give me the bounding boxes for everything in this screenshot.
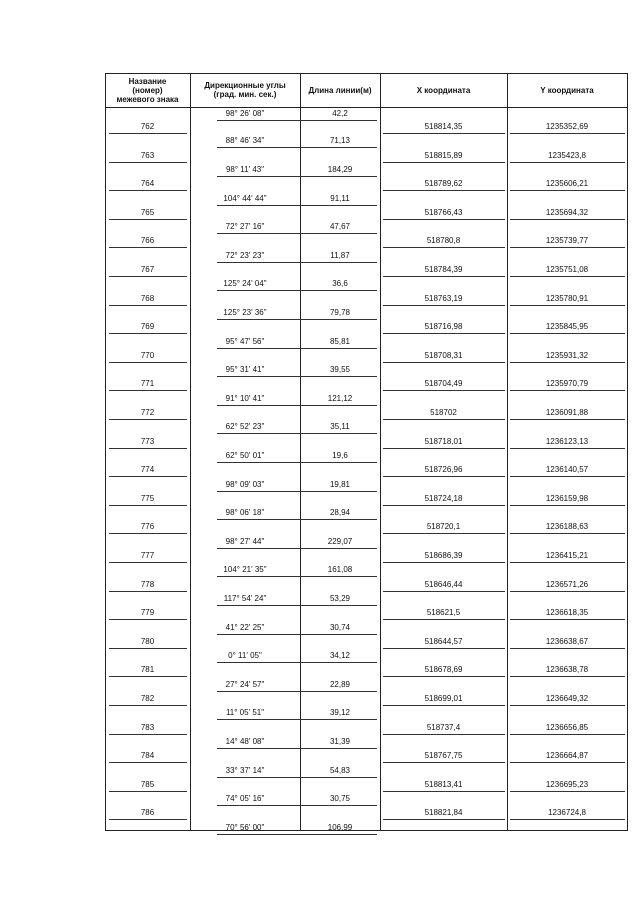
x-coordinate-underline <box>383 762 505 763</box>
segment-underline <box>217 634 377 635</box>
x-coordinate-underline <box>383 448 505 449</box>
x-coordinate: 518621,5 <box>426 608 461 617</box>
point-name-underline <box>109 676 187 677</box>
point-name: 775 <box>140 494 155 503</box>
y-coordinate-underline <box>510 276 625 277</box>
y-coordinate-underline <box>510 791 625 792</box>
point-name-underline <box>109 276 187 277</box>
point-name-underline <box>109 162 187 163</box>
y-coordinate: 1236123,13 <box>545 437 589 446</box>
y-coordinate: 1236091,88 <box>545 408 589 417</box>
point-name: 770 <box>140 351 155 360</box>
y-coordinate: 1236571,26 <box>545 580 589 589</box>
point-name-underline <box>109 591 187 592</box>
segment-underline <box>217 290 377 291</box>
x-coordinate: 518814,35 <box>424 122 463 131</box>
y-coordinate-underline <box>510 505 625 506</box>
y-coordinate-underline <box>510 219 625 220</box>
segment-length: 106,99 <box>327 823 353 832</box>
header-direction-angle-line: (град. мин. сек.) <box>213 90 277 99</box>
segment-length: 184,29 <box>327 165 353 174</box>
segment-length: 91,11 <box>330 194 350 203</box>
header-line-length <box>300 73 380 107</box>
segment-angle: 98° 11' 43" <box>225 165 265 174</box>
y-coordinate-underline <box>510 562 625 563</box>
x-coordinate: 518720,1 <box>426 522 461 531</box>
x-coordinate-underline <box>383 533 505 534</box>
segment-angle: 98° 27' 44" <box>225 537 265 546</box>
segment-length: 121,12 <box>327 394 353 403</box>
y-coordinate: 1235780,91 <box>545 294 589 303</box>
header-x-coordinate-text: X координата <box>416 85 471 95</box>
segment-angle: 98° 06' 18" <box>225 508 265 517</box>
y-coordinate: 1235694,32 <box>545 208 589 217</box>
x-coordinate: 518767,75 <box>424 751 463 760</box>
y-coordinate: 1236618,35 <box>545 608 589 617</box>
segment-length: 36,6 <box>332 279 348 288</box>
segment-length: 71,13 <box>329 136 351 145</box>
segment-underline <box>217 662 377 663</box>
segment-underline <box>217 719 377 720</box>
point-name: 782 <box>140 694 155 703</box>
point-name: 767 <box>140 265 155 274</box>
x-coordinate-underline <box>383 476 505 477</box>
y-coordinate-underline <box>510 362 625 363</box>
segment-underline <box>217 805 377 806</box>
point-name: 771 <box>140 379 155 388</box>
x-coordinate: 518678,69 <box>424 665 463 674</box>
x-coordinate-underline <box>383 190 505 191</box>
segment-angle: 62° 50' 01" <box>225 451 265 460</box>
y-coordinate-underline <box>510 305 625 306</box>
y-coordinate-underline <box>510 448 625 449</box>
y-coordinate: 1236638,67 <box>545 637 589 646</box>
segment-length: 42,2 <box>332 109 348 118</box>
x-coordinate-underline <box>383 133 505 134</box>
y-coordinate: 1236188,63 <box>545 522 589 531</box>
y-coordinate: 1236638,78 <box>545 665 589 674</box>
x-coordinate: 518726,96 <box>424 465 463 474</box>
segment-underline <box>217 262 377 263</box>
segment-length: 79,78 <box>329 308 351 317</box>
segment-underline <box>217 120 377 121</box>
y-coordinate-underline <box>510 619 625 620</box>
y-coordinate-underline <box>510 390 625 391</box>
segment-length: 19,6 <box>332 451 348 460</box>
segment-angle: 41° 22' 25" <box>225 623 265 632</box>
point-name: 784 <box>140 751 155 760</box>
point-name-underline <box>109 305 187 306</box>
segment-angle: 74° 05' 16" <box>225 794 265 803</box>
x-coordinate: 518702 <box>430 408 457 417</box>
segment-underline <box>217 205 377 206</box>
x-coordinate-underline <box>383 591 505 592</box>
segment-length: 229,07 <box>327 537 353 546</box>
point-name: 783 <box>140 723 155 732</box>
point-name-underline <box>109 533 187 534</box>
segment-length: 34,12 <box>329 651 351 660</box>
point-name: 780 <box>140 637 155 646</box>
x-coordinate: 518704,49 <box>424 379 463 388</box>
x-coordinate-underline <box>383 619 505 620</box>
point-name-underline <box>109 219 187 220</box>
x-coordinate-underline <box>383 562 505 563</box>
point-name: 764 <box>140 179 155 188</box>
point-name: 785 <box>140 780 155 789</box>
segment-length: 31,39 <box>329 737 351 746</box>
x-coordinate: 518724,18 <box>424 494 463 503</box>
segment-underline <box>217 376 377 377</box>
point-name-underline <box>109 247 187 248</box>
point-name: 768 <box>140 294 155 303</box>
header-point-name <box>105 73 190 107</box>
segment-length: 54,83 <box>329 766 351 775</box>
x-coordinate: 518686,39 <box>424 551 463 560</box>
point-name-underline <box>109 390 187 391</box>
x-coordinate-underline <box>383 648 505 649</box>
x-coordinate-underline <box>383 362 505 363</box>
point-name: 769 <box>140 322 155 331</box>
point-name: 772 <box>140 408 155 417</box>
segment-length: 47,67 <box>329 222 351 231</box>
x-coordinate-underline <box>383 305 505 306</box>
x-coordinate-underline <box>383 390 505 391</box>
x-coordinate-underline <box>383 505 505 506</box>
segment-length: 39,12 <box>329 708 351 717</box>
point-name-underline <box>109 419 187 420</box>
point-name-underline <box>109 133 187 134</box>
segment-underline <box>217 405 377 406</box>
segment-angle: 104° 21' 35" <box>223 565 267 574</box>
segment-length: 11,87 <box>330 251 350 260</box>
point-name: 763 <box>140 151 155 160</box>
segment-underline <box>217 348 377 349</box>
x-coordinate: 518737,4 <box>426 723 461 732</box>
x-coordinate-underline <box>383 162 505 163</box>
segment-underline <box>217 576 377 577</box>
y-coordinate-underline <box>510 190 625 191</box>
point-name-underline <box>109 762 187 763</box>
y-coordinate: 1236724,8 <box>548 808 586 817</box>
segment-angle: 27° 24' 57" <box>225 680 265 689</box>
segment-angle: 104° 44' 44" <box>223 194 267 203</box>
x-coordinate: 518815,89 <box>424 151 463 160</box>
point-name-underline <box>109 791 187 792</box>
point-name-underline <box>109 476 187 477</box>
x-coordinate-underline <box>383 419 505 420</box>
x-coordinate: 518699,01 <box>424 694 463 703</box>
y-coordinate: 1235751,08 <box>545 265 589 274</box>
y-coordinate: 1235931,32 <box>545 351 589 360</box>
header-direction-angle <box>190 73 300 107</box>
y-coordinate-underline <box>510 705 625 706</box>
segment-underline <box>217 491 377 492</box>
segment-underline <box>217 777 377 778</box>
segment-angle: 125° 24' 04" <box>223 279 267 288</box>
segment-underline <box>217 748 377 749</box>
y-coordinate: 1236664,87 <box>545 751 589 760</box>
segment-underline <box>217 433 377 434</box>
segment-angle: 98° 26' 08" <box>225 109 265 118</box>
y-coordinate: 1236415,21 <box>545 551 589 560</box>
x-coordinate: 518821,84 <box>424 808 463 817</box>
point-name: 779 <box>140 608 155 617</box>
x-coordinate: 518718,01 <box>424 437 463 446</box>
x-coordinate-underline <box>383 734 505 735</box>
segment-angle: 0° 11' 05" <box>228 651 262 660</box>
segment-length: 39,55 <box>329 365 351 374</box>
segment-underline <box>217 233 377 234</box>
x-coordinate: 518784,39 <box>424 265 463 274</box>
y-coordinate-underline <box>510 734 625 735</box>
y-coordinate-underline <box>510 819 625 820</box>
point-name-underline <box>109 734 187 735</box>
x-coordinate: 518813,41 <box>424 780 463 789</box>
point-name: 765 <box>140 208 155 217</box>
y-coordinate: 1235739,77 <box>545 236 589 245</box>
y-coordinate-underline <box>510 762 625 763</box>
header-line-length-text: Длина линии(м) <box>308 85 372 95</box>
segment-angle: 95° 31' 41" <box>225 365 265 374</box>
point-name: 776 <box>140 522 155 531</box>
x-coordinate: 518716,98 <box>424 322 463 331</box>
segment-angle: 11° 05' 51" <box>225 708 265 717</box>
x-coordinate: 518646,44 <box>424 580 463 589</box>
y-coordinate: 1235423,8 <box>548 151 586 160</box>
point-name-underline <box>109 619 187 620</box>
point-name-underline <box>109 448 187 449</box>
segment-underline <box>217 691 377 692</box>
y-coordinate: 1235970,79 <box>545 379 589 388</box>
y-coordinate-underline <box>510 648 625 649</box>
segment-underline <box>217 319 377 320</box>
y-coordinate: 1236695,23 <box>545 780 589 789</box>
segment-angle: 14° 48' 08" <box>225 737 265 746</box>
point-name-underline <box>109 819 187 820</box>
x-coordinate-underline <box>383 333 505 334</box>
segment-length: 30,75 <box>329 794 351 803</box>
point-name: 773 <box>140 437 155 446</box>
point-name: 762 <box>140 122 155 131</box>
header-x-coordinate <box>380 73 507 107</box>
y-coordinate-underline <box>510 333 625 334</box>
x-coordinate: 518789,62 <box>424 179 463 188</box>
header-point-name-line: Название <box>128 76 167 86</box>
segment-angle: 91° 10' 41" <box>225 394 265 403</box>
x-coordinate: 518780,8 <box>426 236 461 245</box>
x-coordinate-underline <box>383 791 505 792</box>
y-coordinate-underline <box>510 247 625 248</box>
y-coordinate: 1235606,21 <box>545 179 589 188</box>
segment-length: 35,11 <box>330 422 350 431</box>
point-name-underline <box>109 333 187 334</box>
y-coordinate-underline <box>510 133 625 134</box>
point-name-underline <box>109 362 187 363</box>
x-coordinate-underline <box>383 819 505 820</box>
segment-underline <box>217 176 377 177</box>
segment-angle: 95° 47' 56" <box>225 337 265 346</box>
y-coordinate: 1236140,57 <box>545 465 589 474</box>
segment-underline <box>217 147 377 148</box>
segment-length: 28,94 <box>329 508 351 517</box>
segment-angle: 72° 23' 23" <box>225 251 265 260</box>
y-coordinate-underline <box>510 162 625 163</box>
segment-underline <box>217 519 377 520</box>
y-coordinate: 1236649,32 <box>545 694 589 703</box>
y-coordinate-underline <box>510 419 625 420</box>
header-point-name-line: (номер) <box>132 85 163 95</box>
x-coordinate: 518644,57 <box>424 637 463 646</box>
coordinates-table <box>105 73 628 831</box>
segment-length: 22,89 <box>329 680 351 689</box>
point-name-underline <box>109 562 187 563</box>
segment-angle: 98° 09' 03" <box>225 480 265 489</box>
point-name-underline <box>109 505 187 506</box>
segment-underline <box>217 462 377 463</box>
point-name: 777 <box>140 551 155 560</box>
point-name: 781 <box>140 665 155 674</box>
header-direction-angle-line: Дирекционные углы <box>204 81 286 90</box>
segment-angle: 117° 54' 24" <box>223 594 267 603</box>
point-name: 786 <box>140 808 155 817</box>
y-coordinate: 1236159,98 <box>545 494 589 503</box>
table-border-right <box>627 73 628 831</box>
header-point-name-line: межевого знака <box>116 94 179 104</box>
y-coordinate: 1235352,69 <box>545 122 589 131</box>
segment-underline <box>217 834 377 835</box>
y-coordinate-underline <box>510 591 625 592</box>
x-coordinate-underline <box>383 705 505 706</box>
point-name-underline <box>109 648 187 649</box>
segment-length: 161,08 <box>327 565 353 574</box>
x-coordinate-underline <box>383 676 505 677</box>
point-name-underline <box>109 705 187 706</box>
x-coordinate-underline <box>383 247 505 248</box>
segment-length: 85,81 <box>329 337 351 346</box>
segment-angle: 88° 46' 34" <box>225 136 265 145</box>
y-coordinate: 1236656,85 <box>545 723 589 732</box>
segment-angle: 72° 27' 16" <box>225 222 265 231</box>
y-coordinate-underline <box>510 676 625 677</box>
x-coordinate-underline <box>383 219 505 220</box>
y-coordinate-underline <box>510 476 625 477</box>
x-coordinate-underline <box>383 276 505 277</box>
point-name: 766 <box>140 236 155 245</box>
segment-underline <box>217 605 377 606</box>
segment-angle: 125° 23' 36" <box>223 308 267 317</box>
segment-angle: 70° 56' 00" <box>225 823 265 832</box>
x-coordinate: 518766,43 <box>424 208 463 217</box>
segment-underline <box>217 548 377 549</box>
y-coordinate: 1235845,95 <box>545 322 589 331</box>
segment-length: 30,74 <box>329 623 351 632</box>
x-coordinate: 518763,19 <box>424 294 463 303</box>
y-coordinate-underline <box>510 533 625 534</box>
point-name-underline <box>109 190 187 191</box>
segment-angle: 62° 52' 23" <box>225 422 265 431</box>
segment-length: 19,81 <box>329 480 351 489</box>
segment-length: 53,29 <box>329 594 351 603</box>
point-name: 778 <box>140 580 155 589</box>
header-y-coordinate <box>507 73 627 107</box>
point-name: 774 <box>140 465 155 474</box>
x-coordinate: 518708,31 <box>424 351 463 360</box>
header-y-coordinate-text: Y координата <box>540 85 594 95</box>
segment-angle: 33° 37' 14" <box>225 766 265 775</box>
